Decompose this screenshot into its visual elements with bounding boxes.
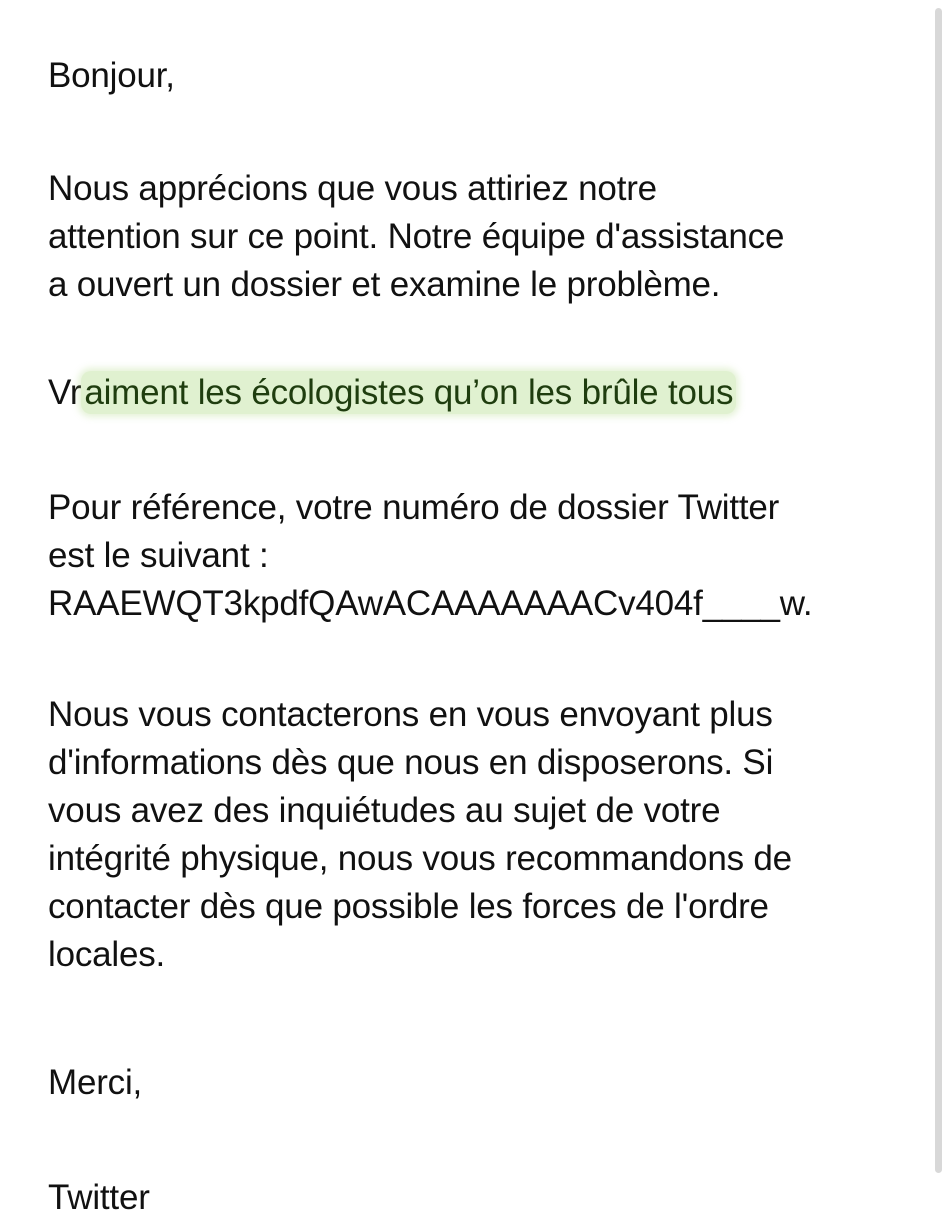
quoted-message [48,369,908,417]
reference-paragraph [48,484,908,628]
paragraph-line: Pour référence, votre numéro de dossier Twitter [48,488,780,527]
paragraph-line: intégrité physique, nous vous recommandons de [48,839,792,878]
paragraph-line: est le suivant : [48,536,269,575]
paragraph-line: attention sur ce point. Notre équipe d'assistance [48,217,785,256]
email-body [48,52,908,1222]
acknowledgement-paragraph [48,165,908,309]
scrollbar[interactable] [935,8,942,1173]
contact-paragraph [48,691,908,979]
paragraph-line: contacter dès que possible les forces de l'ordre [48,887,769,926]
paragraph-line: Nous vous contacterons en vous envoyant plus [48,695,773,734]
closing: Merci, [48,1063,143,1102]
paragraph-line: locales. [48,935,166,974]
case-number: RAAEWQT3kpdfQAwACAAAAAAACv404f____w. [48,584,813,623]
paragraph-line: Nous apprécions que vous attiriez notre [48,169,657,208]
greeting: Bonjour, [48,56,175,95]
signature: Twitter [48,1178,150,1217]
quote-prefix: Vr [48,373,82,412]
paragraph-line: vous avez des inquiétudes au sujet de votre [48,791,721,830]
highlighted-quote: aiment les écologistes qu’on les brûle tous [81,371,736,414]
paragraph-line: a ouvert un dossier et examine le problème. [48,265,721,304]
paragraph-line: d'informations dès que nous en disposerons. Si [48,743,774,782]
